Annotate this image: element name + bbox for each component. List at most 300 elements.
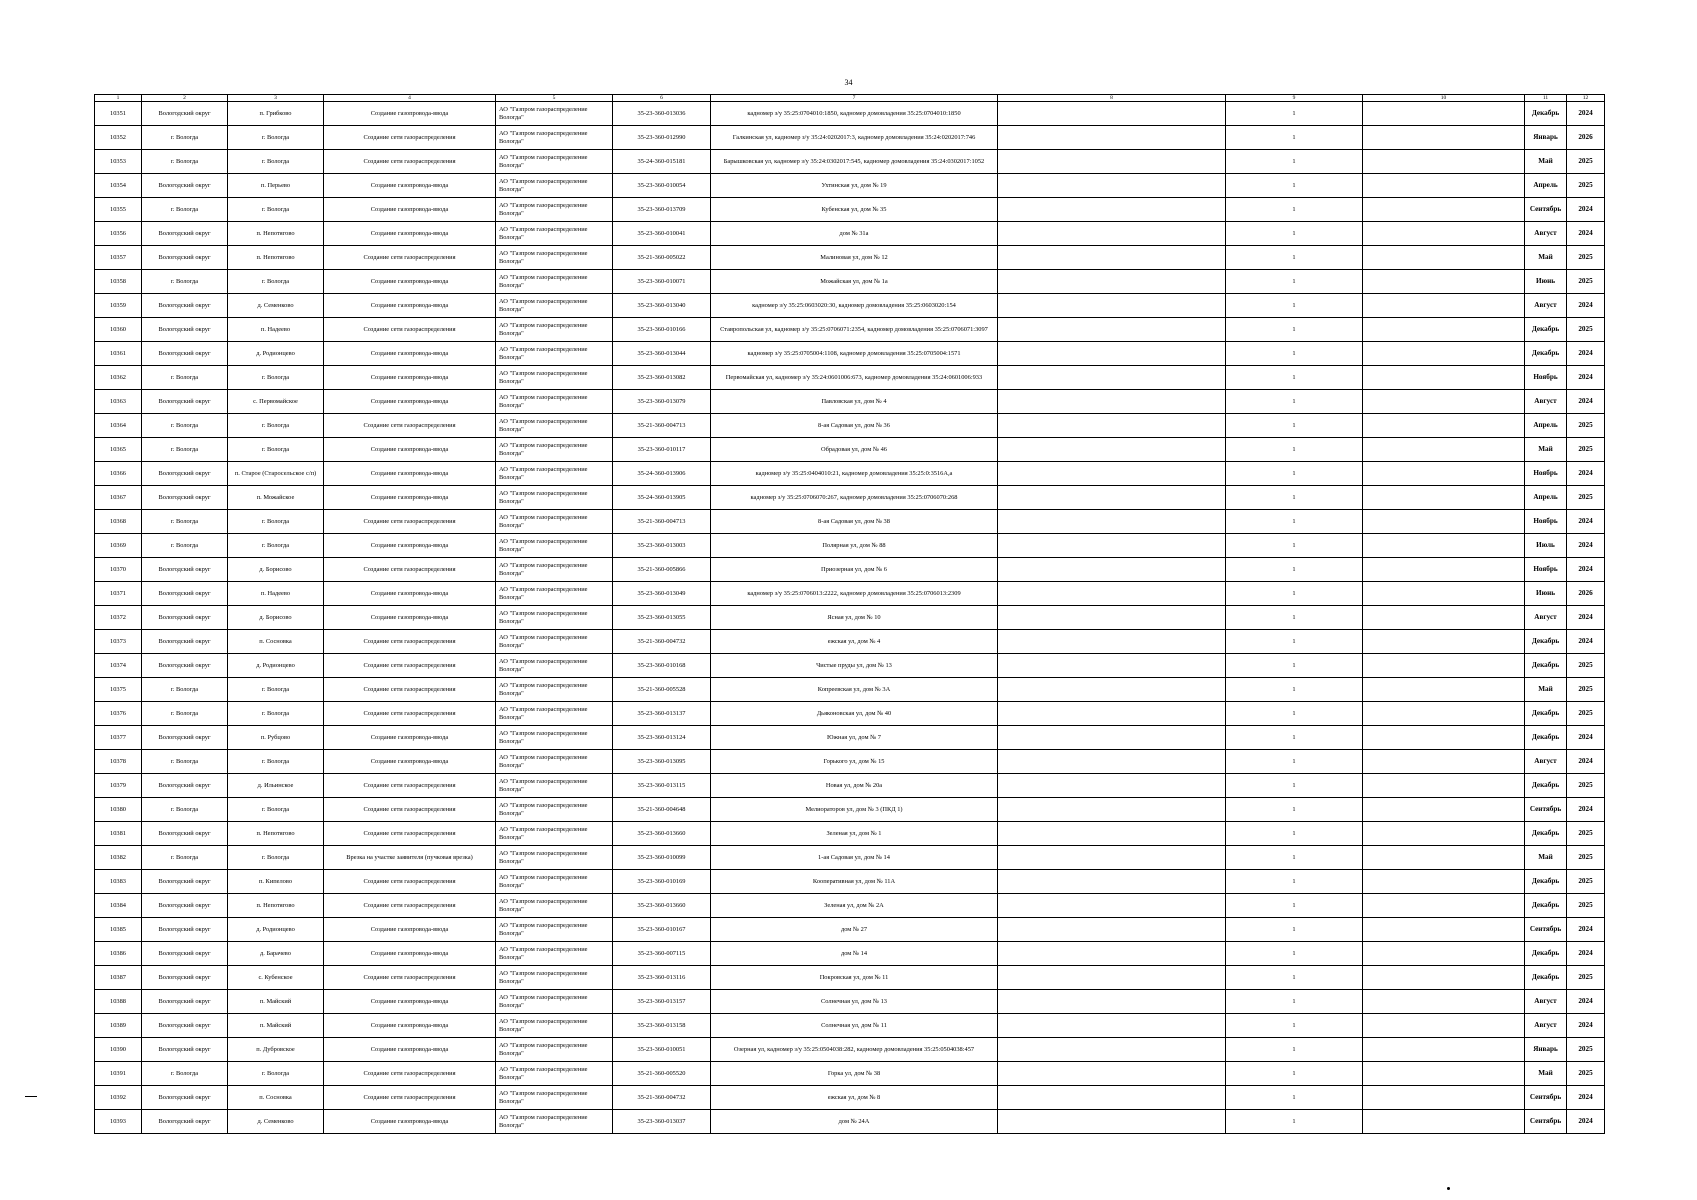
object-code-cell: 35-23-360-010041 xyxy=(613,222,711,246)
row-number: 10372 xyxy=(95,606,142,630)
settlement-cell: п. Майский xyxy=(228,1014,324,1038)
row-number: 10383 xyxy=(95,870,142,894)
column-header-4: 4 xyxy=(324,95,496,102)
district-cell: г. Вологда xyxy=(142,798,228,822)
empty-cell xyxy=(1363,174,1525,198)
page-number: 34 xyxy=(844,78,853,87)
organization-cell: АО "Газпром газораспределение Вологда" xyxy=(496,534,613,558)
district-cell: г. Вологда xyxy=(142,510,228,534)
object-code-cell: 35-23-360-013040 xyxy=(613,294,711,318)
year-cell: 2024 xyxy=(1567,366,1605,390)
table-row xyxy=(95,462,1605,486)
organization-cell: АО "Газпром газораспределение Вологда" xyxy=(496,366,613,390)
settlement-cell: п. Можайское xyxy=(228,486,324,510)
settlement-cell: г. Вологда xyxy=(228,198,324,222)
empty-cell xyxy=(1363,222,1525,246)
organization-cell: АО "Газпром газораспределение Вологда" xyxy=(496,942,613,966)
settlement-cell: г. Вологда xyxy=(228,366,324,390)
column-header-1: 1 xyxy=(95,95,142,102)
empty-cell xyxy=(998,366,1226,390)
settlement-cell: д. Семенково xyxy=(228,294,324,318)
row-number: 10378 xyxy=(95,750,142,774)
organization-cell: АО "Газпром газораспределение Вологда" xyxy=(496,606,613,630)
district-cell: Вологодский округ xyxy=(142,1086,228,1110)
year-cell: 2025 xyxy=(1567,150,1605,174)
year-cell: 2024 xyxy=(1567,510,1605,534)
row-number: 10377 xyxy=(95,726,142,750)
settlement-cell: с. Кубенское xyxy=(228,966,324,990)
organization-cell: АО "Газпром газораспределение Вологда" xyxy=(496,1062,613,1086)
month-cell: Август xyxy=(1525,1014,1567,1038)
quantity-cell: 1 xyxy=(1226,582,1363,606)
empty-cell xyxy=(1363,846,1525,870)
work-type-cell: Создание газопровода-ввода xyxy=(324,582,496,606)
object-code-cell: 35-23-360-013660 xyxy=(613,894,711,918)
work-type-cell: Создание сети газораспределения xyxy=(324,510,496,534)
organization-cell: АО "Газпром газораспределение Вологда" xyxy=(496,990,613,1014)
empty-cell xyxy=(998,726,1226,750)
address-cell: Зеленая ул, дом № 1 xyxy=(711,822,998,846)
month-cell: Май xyxy=(1525,678,1567,702)
empty-cell xyxy=(1363,438,1525,462)
quantity-cell: 1 xyxy=(1226,726,1363,750)
empty-cell xyxy=(1363,510,1525,534)
settlement-cell: п. Старое (Старосельское с/п) xyxy=(228,462,324,486)
settlement-cell: г. Вологда xyxy=(228,846,324,870)
year-cell: 2024 xyxy=(1567,390,1605,414)
year-cell: 2026 xyxy=(1567,126,1605,150)
organization-cell: АО "Газпром газораспределение Вологда" xyxy=(496,774,613,798)
empty-cell xyxy=(998,510,1226,534)
table-row xyxy=(95,150,1605,174)
year-cell: 2024 xyxy=(1567,918,1605,942)
gas-connection-table xyxy=(94,94,1605,1134)
work-type-cell: Создание газопровода-ввода xyxy=(324,366,496,390)
row-number: 10391 xyxy=(95,1062,142,1086)
settlement-cell: п. Рубцово xyxy=(228,726,324,750)
district-cell: Вологодский округ xyxy=(142,318,228,342)
district-cell: Вологодский округ xyxy=(142,894,228,918)
year-cell: 2024 xyxy=(1567,630,1605,654)
settlement-cell: г. Вологда xyxy=(228,150,324,174)
empty-cell xyxy=(1363,654,1525,678)
organization-cell: АО "Газпром газораспределение Вологда" xyxy=(496,846,613,870)
year-cell: 2024 xyxy=(1567,1086,1605,1110)
year-cell: 2025 xyxy=(1567,486,1605,510)
month-cell: Апрель xyxy=(1525,414,1567,438)
object-code-cell: 35-23-360-013709 xyxy=(613,198,711,222)
address-cell: кадномер з/у 35:25:0704010:1850, кадномер домовладения 35:25:0704010:1850 xyxy=(711,102,998,126)
object-code-cell: 35-21-360-005022 xyxy=(613,246,711,270)
work-type-cell: Создание газопровода-ввода xyxy=(324,102,496,126)
row-number: 10363 xyxy=(95,390,142,414)
quantity-cell: 1 xyxy=(1226,366,1363,390)
organization-cell: АО "Газпром газораспределение Вологда" xyxy=(496,438,613,462)
district-cell: Вологодский округ xyxy=(142,558,228,582)
address-cell: Солнечная ул, дом № 13 xyxy=(711,990,998,1014)
column-header-6: 6 xyxy=(613,95,711,102)
month-cell: Декабрь xyxy=(1525,726,1567,750)
address-cell: Кубенская ул, дом № 35 xyxy=(711,198,998,222)
quantity-cell: 1 xyxy=(1226,942,1363,966)
object-code-cell: 35-21-360-005528 xyxy=(613,678,711,702)
empty-cell xyxy=(998,486,1226,510)
quantity-cell: 1 xyxy=(1226,870,1363,894)
empty-cell xyxy=(1363,366,1525,390)
settlement-cell: п. Перьево xyxy=(228,174,324,198)
empty-cell xyxy=(998,246,1226,270)
row-number: 10387 xyxy=(95,966,142,990)
settlement-cell: д. Родионцево xyxy=(228,342,324,366)
organization-cell: АО "Газпром газораспределение Вологда" xyxy=(496,294,613,318)
object-code-cell: 35-24-360-015181 xyxy=(613,150,711,174)
table-row xyxy=(95,966,1605,990)
month-cell: Август xyxy=(1525,222,1567,246)
district-cell: Вологодский округ xyxy=(142,462,228,486)
year-cell: 2025 xyxy=(1567,870,1605,894)
work-type-cell: Создание сети газораспределения xyxy=(324,126,496,150)
month-cell: Август xyxy=(1525,750,1567,774)
table-row xyxy=(95,894,1605,918)
empty-cell xyxy=(998,750,1226,774)
object-code-cell: 35-23-360-010166 xyxy=(613,318,711,342)
empty-cell xyxy=(998,870,1226,894)
column-header-2: 2 xyxy=(142,95,228,102)
table-row xyxy=(95,342,1605,366)
work-type-cell: Создание сети газораспределения xyxy=(324,654,496,678)
table-row xyxy=(95,798,1605,822)
empty-cell xyxy=(1363,942,1525,966)
table-row xyxy=(95,942,1605,966)
month-cell: Май xyxy=(1525,1062,1567,1086)
year-cell: 2025 xyxy=(1567,174,1605,198)
month-cell: Декабрь xyxy=(1525,318,1567,342)
address-cell: дом № 24А xyxy=(711,1110,998,1134)
table-row xyxy=(95,702,1605,726)
settlement-cell: г. Вологда xyxy=(228,750,324,774)
empty-cell xyxy=(1363,294,1525,318)
object-code-cell: 35-21-360-004713 xyxy=(613,510,711,534)
quantity-cell: 1 xyxy=(1226,678,1363,702)
organization-cell: АО "Газпром газораспределение Вологда" xyxy=(496,750,613,774)
organization-cell: АО "Газпром газораспределение Вологда" xyxy=(496,510,613,534)
empty-cell xyxy=(998,438,1226,462)
empty-cell xyxy=(1363,870,1525,894)
object-code-cell: 35-23-360-013157 xyxy=(613,990,711,1014)
organization-cell: АО "Газпром газораспределение Вологда" xyxy=(496,582,613,606)
organization-cell: АО "Газпром газораспределение Вологда" xyxy=(496,342,613,366)
work-type-cell: Создание газопровода-ввода xyxy=(324,342,496,366)
object-code-cell: 35-21-360-004648 xyxy=(613,798,711,822)
table-row xyxy=(95,726,1605,750)
table-row xyxy=(95,438,1605,462)
address-cell: кадномер з/у 35:25:0404010:21, кадномер домовладения 35:25:0:3516А,а xyxy=(711,462,998,486)
district-cell: Вологодский округ xyxy=(142,294,228,318)
empty-cell xyxy=(998,1062,1226,1086)
table-row xyxy=(95,774,1605,798)
object-code-cell: 35-23-360-013055 xyxy=(613,606,711,630)
row-number: 10376 xyxy=(95,702,142,726)
quantity-cell: 1 xyxy=(1226,246,1363,270)
district-cell: г. Вологда xyxy=(142,534,228,558)
empty-cell xyxy=(998,126,1226,150)
work-type-cell: Создание газопровода-ввода xyxy=(324,222,496,246)
address-cell: Ставропольская ул, кадномер з/у 35:25:0706071:2354, кадномер домовладения 35:25:0706071:3097 xyxy=(711,318,998,342)
table-row xyxy=(95,510,1605,534)
address-cell: Ухтинская ул, дом № 19 xyxy=(711,174,998,198)
work-type-cell: Создание сети газораспределения xyxy=(324,774,496,798)
object-code-cell: 35-23-360-010054 xyxy=(613,174,711,198)
month-cell: Ноябрь xyxy=(1525,510,1567,534)
table-row xyxy=(95,606,1605,630)
empty-cell xyxy=(1363,414,1525,438)
month-cell: Август xyxy=(1525,606,1567,630)
quantity-cell: 1 xyxy=(1226,198,1363,222)
quantity-cell: 1 xyxy=(1226,606,1363,630)
settlement-cell: д. Родионцево xyxy=(228,918,324,942)
empty-cell xyxy=(1363,198,1525,222)
quantity-cell: 1 xyxy=(1226,414,1363,438)
work-type-cell: Создание сети газораспределения xyxy=(324,798,496,822)
empty-cell xyxy=(1363,246,1525,270)
month-cell: Декабрь xyxy=(1525,822,1567,846)
table-row xyxy=(95,558,1605,582)
table-row xyxy=(95,1062,1605,1086)
work-type-cell: Создание сети газораспределения xyxy=(324,1086,496,1110)
year-cell: 2025 xyxy=(1567,702,1605,726)
address-cell: Полярная ул, дом № 88 xyxy=(711,534,998,558)
settlement-cell: п. Непотягово xyxy=(228,246,324,270)
table-row xyxy=(95,366,1605,390)
settlement-cell: г. Вологда xyxy=(228,270,324,294)
quantity-cell: 1 xyxy=(1226,534,1363,558)
row-number: 10360 xyxy=(95,318,142,342)
row-number: 10393 xyxy=(95,1110,142,1134)
organization-cell: АО "Газпром газораспределение Вологда" xyxy=(496,270,613,294)
organization-cell: АО "Газпром газораспределение Вологда" xyxy=(496,678,613,702)
empty-cell xyxy=(1363,630,1525,654)
table-row xyxy=(95,870,1605,894)
work-type-cell: Врезка на участке заявителя (пучковая врезка) xyxy=(324,846,496,870)
work-type-cell: Создание газопровода-ввода xyxy=(324,294,496,318)
organization-cell: АО "Газпром газораспределение Вологда" xyxy=(496,198,613,222)
quantity-cell: 1 xyxy=(1226,294,1363,318)
table-row xyxy=(95,1110,1605,1134)
district-cell: Вологодский округ xyxy=(142,1014,228,1038)
object-code-cell: 35-23-360-013124 xyxy=(613,726,711,750)
empty-cell xyxy=(998,774,1226,798)
object-code-cell: 35-21-360-005866 xyxy=(613,558,711,582)
work-type-cell: Создание газопровода-ввода xyxy=(324,1110,496,1134)
work-type-cell: Создание сети газораспределения xyxy=(324,558,496,582)
table-row xyxy=(95,222,1605,246)
year-cell: 2024 xyxy=(1567,990,1605,1014)
year-cell: 2025 xyxy=(1567,894,1605,918)
address-cell: Покровская ул, дом № 11 xyxy=(711,966,998,990)
month-cell: Ноябрь xyxy=(1525,462,1567,486)
organization-cell: АО "Газпром газораспределение Вологда" xyxy=(496,150,613,174)
row-number: 10354 xyxy=(95,174,142,198)
row-number: 10370 xyxy=(95,558,142,582)
empty-cell xyxy=(998,342,1226,366)
table-row xyxy=(95,270,1605,294)
row-number: 10385 xyxy=(95,918,142,942)
month-cell: Апрель xyxy=(1525,174,1567,198)
month-cell: Декабрь xyxy=(1525,342,1567,366)
year-cell: 2026 xyxy=(1567,582,1605,606)
work-type-cell: Создание сети газораспределения xyxy=(324,966,496,990)
quantity-cell: 1 xyxy=(1226,462,1363,486)
address-cell: Можайская ул, дом № 1а xyxy=(711,270,998,294)
empty-cell xyxy=(1363,1014,1525,1038)
address-cell: Дьяконовская ул, дом № 40 xyxy=(711,702,998,726)
quantity-cell: 1 xyxy=(1226,1062,1363,1086)
month-cell: Май xyxy=(1525,846,1567,870)
year-cell: 2025 xyxy=(1567,1062,1605,1086)
table-row xyxy=(95,174,1605,198)
table-row xyxy=(95,918,1605,942)
table-row xyxy=(95,534,1605,558)
work-type-cell: Создание газопровода-ввода xyxy=(324,534,496,558)
address-cell: дом № 31а xyxy=(711,222,998,246)
district-cell: Вологодский округ xyxy=(142,246,228,270)
object-code-cell: 35-23-360-013116 xyxy=(613,966,711,990)
work-type-cell: Создание сети газораспределения xyxy=(324,630,496,654)
work-type-cell: Создание газопровода-ввода xyxy=(324,918,496,942)
organization-cell: АО "Газпром газораспределение Вологда" xyxy=(496,1014,613,1038)
quantity-cell: 1 xyxy=(1226,126,1363,150)
empty-cell xyxy=(1363,390,1525,414)
work-type-cell: Создание сети газораспределения xyxy=(324,894,496,918)
empty-cell xyxy=(1363,894,1525,918)
address-cell: Малиновая ул, дом № 12 xyxy=(711,246,998,270)
year-cell: 2024 xyxy=(1567,1014,1605,1038)
empty-cell xyxy=(1363,726,1525,750)
row-number: 10392 xyxy=(95,1086,142,1110)
year-cell: 2024 xyxy=(1567,462,1605,486)
work-type-cell: Создание газопровода-ввода xyxy=(324,750,496,774)
organization-cell: АО "Газпром газораспределение Вологда" xyxy=(496,726,613,750)
year-cell: 2025 xyxy=(1567,270,1605,294)
table-row xyxy=(95,1038,1605,1062)
object-code-cell: 35-23-360-013115 xyxy=(613,774,711,798)
year-cell: 2025 xyxy=(1567,414,1605,438)
object-code-cell: 35-23-360-013036 xyxy=(613,102,711,126)
district-cell: г. Вологда xyxy=(142,438,228,462)
empty-cell xyxy=(1363,342,1525,366)
quantity-cell: 1 xyxy=(1226,1014,1363,1038)
empty-cell xyxy=(998,270,1226,294)
month-cell: Декабрь xyxy=(1525,894,1567,918)
year-cell: 2025 xyxy=(1567,654,1605,678)
address-cell: кадномер з/у 35:25:0706013:2222, кадномер домовладения 35:25:0706013:2309 xyxy=(711,582,998,606)
quantity-cell: 1 xyxy=(1226,558,1363,582)
object-code-cell: 35-23-360-013037 xyxy=(613,1110,711,1134)
object-code-cell: 35-23-360-012990 xyxy=(613,126,711,150)
district-cell: Вологодский округ xyxy=(142,1110,228,1134)
row-number: 10375 xyxy=(95,678,142,702)
year-cell: 2025 xyxy=(1567,318,1605,342)
address-cell: дом № 27 xyxy=(711,918,998,942)
settlement-cell: п. Надеево xyxy=(228,582,324,606)
row-number: 10386 xyxy=(95,942,142,966)
work-type-cell: Создание сети газораспределения xyxy=(324,1062,496,1086)
settlement-cell: г. Вологда xyxy=(228,126,324,150)
organization-cell: АО "Газпром газораспределение Вологда" xyxy=(496,126,613,150)
organization-cell: АО "Газпром газораспределение Вологда" xyxy=(496,174,613,198)
work-type-cell: Создание газопровода-ввода xyxy=(324,198,496,222)
district-cell: Вологодский округ xyxy=(142,990,228,1014)
district-cell: г. Вологда xyxy=(142,366,228,390)
row-number: 10358 xyxy=(95,270,142,294)
organization-cell: АО "Газпром газораспределение Вологда" xyxy=(496,654,613,678)
quantity-cell: 1 xyxy=(1226,1086,1363,1110)
empty-cell xyxy=(998,222,1226,246)
table-row xyxy=(95,294,1605,318)
district-cell: Вологодский округ xyxy=(142,486,228,510)
object-code-cell: 35-21-360-004732 xyxy=(613,1086,711,1110)
work-type-cell: Создание сети газораспределения xyxy=(324,318,496,342)
month-cell: Декабрь xyxy=(1525,966,1567,990)
quantity-cell: 1 xyxy=(1226,1110,1363,1134)
district-cell: Вологодский округ xyxy=(142,918,228,942)
address-cell: 1-ая Садовая ул, дом № 14 xyxy=(711,846,998,870)
month-cell: Сентябрь xyxy=(1525,918,1567,942)
year-cell: 2025 xyxy=(1567,438,1605,462)
year-cell: 2024 xyxy=(1567,798,1605,822)
work-type-cell: Создание газопровода-ввода xyxy=(324,462,496,486)
settlement-cell: д. Борисово xyxy=(228,558,324,582)
empty-cell xyxy=(998,414,1226,438)
empty-cell xyxy=(1363,1110,1525,1134)
empty-cell xyxy=(1363,318,1525,342)
address-cell: Копреевская ул, дом № 3А xyxy=(711,678,998,702)
empty-cell xyxy=(998,534,1226,558)
empty-cell xyxy=(998,654,1226,678)
quantity-cell: 1 xyxy=(1226,918,1363,942)
row-number: 10369 xyxy=(95,534,142,558)
quantity-cell: 1 xyxy=(1226,150,1363,174)
quantity-cell: 1 xyxy=(1226,846,1363,870)
object-code-cell: 35-21-360-004713 xyxy=(613,414,711,438)
empty-cell xyxy=(1363,1038,1525,1062)
work-type-cell: Создание газопровода-ввода xyxy=(324,1014,496,1038)
settlement-cell: п. Непотягово xyxy=(228,222,324,246)
organization-cell: АО "Газпром газораспределение Вологда" xyxy=(496,390,613,414)
empty-cell xyxy=(998,102,1226,126)
address-cell: Барышковская ул, кадномер з/у 35:24:0302017:545, кадномер домовладения 35:24:0302017:1052 xyxy=(711,150,998,174)
address-cell: Мелиораторов ул, дом № 3 (ПКД 1) xyxy=(711,798,998,822)
district-cell: г. Вологда xyxy=(142,702,228,726)
month-cell: Декабрь xyxy=(1525,630,1567,654)
empty-cell xyxy=(1363,150,1525,174)
table-row xyxy=(95,678,1605,702)
address-cell: Первомайская ул, кадномер з/у 35:24:0601006:673, кадномер домовладения 35:24:0601006:933 xyxy=(711,366,998,390)
district-cell: Вологодский округ xyxy=(142,774,228,798)
empty-cell xyxy=(1363,102,1525,126)
district-cell: г. Вологда xyxy=(142,150,228,174)
table-row xyxy=(95,846,1605,870)
empty-cell xyxy=(1363,462,1525,486)
object-code-cell: 35-23-360-010051 xyxy=(613,1038,711,1062)
settlement-cell: д. Борисово xyxy=(228,606,324,630)
district-cell: Вологодский округ xyxy=(142,390,228,414)
quantity-cell: 1 xyxy=(1226,390,1363,414)
empty-cell xyxy=(998,1014,1226,1038)
district-cell: г. Вологда xyxy=(142,126,228,150)
year-cell: 2024 xyxy=(1567,294,1605,318)
table-row xyxy=(95,822,1605,846)
